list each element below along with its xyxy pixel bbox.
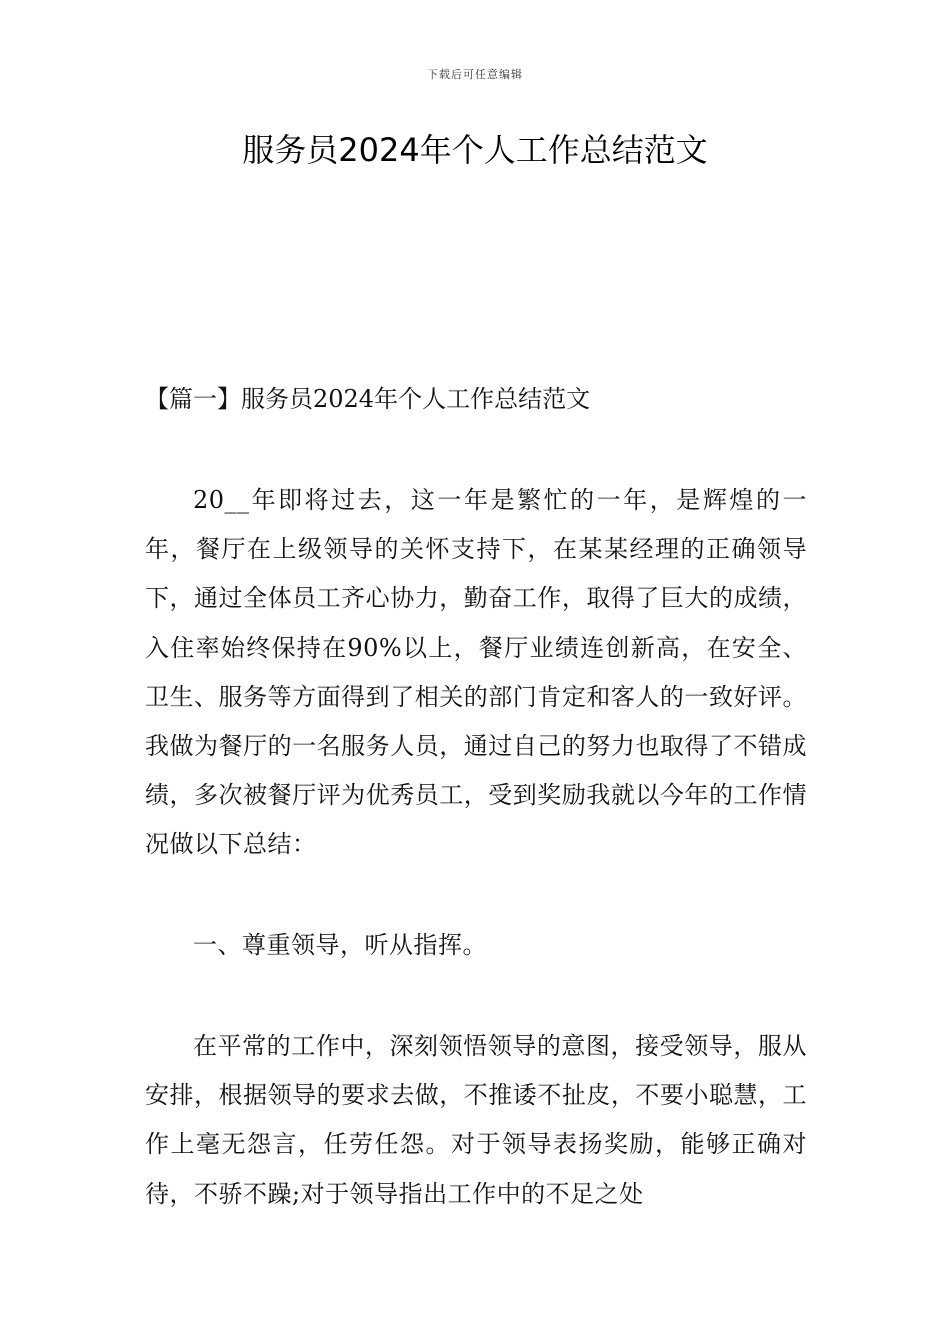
paragraph-intro: 20__年即将过去，这一年是繁忙的一年，是辉煌的一年，餐厅在上级领导的关怀支持下，在某某经理的正确领导下，通过全体员工齐心协力，勤奋工作，取得了巨大的成绩，入住率始终保持在90%以上，餐厅业绩连创新高，在安全、卫生、服务等方面得到了相关的部门肯定和客人的一致好评。我做为餐厅的一名服务人员，通过自己的努力也取得了不错成绩，多次被餐厅评为优秀员工，受到奖励我就以今年的工作情况做以下总结： [145, 486, 807, 859]
document-title: 服务员2024年个人工作总结范文 [242, 131, 708, 169]
paragraph-subheading-1: 一、尊重领导，听从指挥。 [193, 931, 487, 959]
header-note: 下载后可任意编辑 [427, 68, 523, 81]
paragraph-body-1: 在平常的工作中，深刻领悟领导的意图，接受领导，服从安排，根据领导的要求去做，不推诿不扯皮，不要小聪慧，工作上毫无怨言，任劳任怨。对于领导表扬奖励，能够正确对待，不骄不躁;对于领导指出工作中的不足之处 [145, 1032, 807, 1208]
section-heading: 【篇一】服务员2024年个人工作总结范文 [145, 385, 591, 413]
